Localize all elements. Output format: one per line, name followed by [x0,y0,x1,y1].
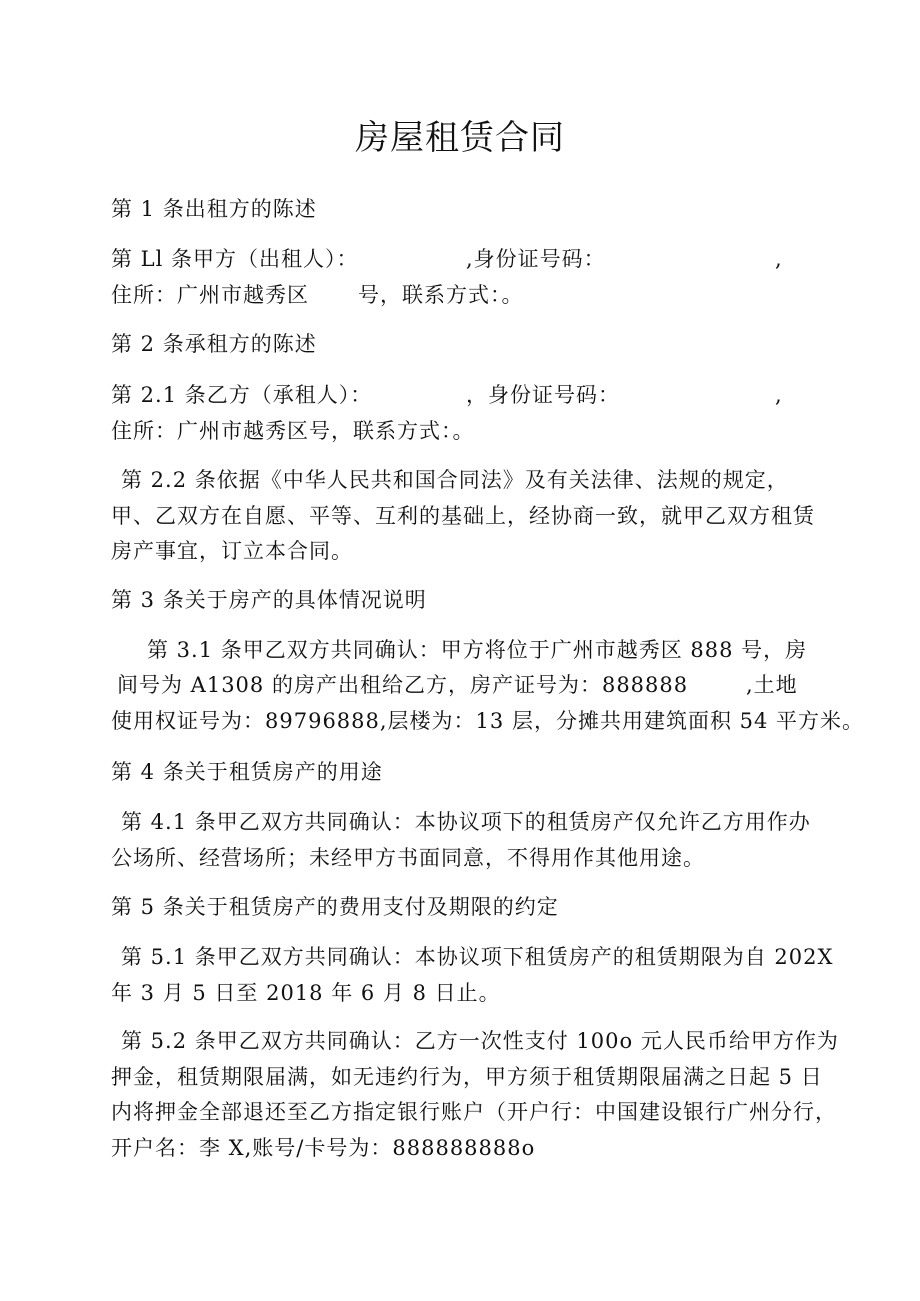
clause-5-2-line-1: 第 5.2 条甲乙双方共同确认：乙方一次性支付 100o 元人民币给甲方作为 [121,1029,839,1053]
clause-2-1-trailing-comma: , [775,383,783,407]
clause-1-1-id-label: ,身份证号码： [466,247,606,271]
clause-3-1-line-2: 间号为 A1308 的房产出租给乙方，房产证号为：888888 [117,673,689,697]
clause-5-2-line-4: 开户名：李 X,账号/卡号为：888888888o [111,1136,536,1160]
clause-1-1-contact: 号，联系方式：。 [358,283,524,307]
clause-5-2-line-2: 押金，租赁期限届满，如无违约行为，甲方须于租赁期限届满之日起 5 日 [111,1065,823,1089]
clause-2-1-id-label: ，身份证号码： [466,383,620,407]
clause-5-2-line-3: 内将押金全部退还至乙方指定银行账户（开户行：中国建设银行广州分行， [111,1100,837,1124]
clause-2-2-line-3: 房产事宜，订立本合同。 [111,539,353,563]
clause-3-1-line-1: 第 3.1 条甲乙双方共同确认：甲方将位于广州市越秀区 888 号，房 [147,638,808,662]
clause-1-1-address: 住所：广州市越秀区 [111,283,309,307]
clause-4-1-line-1: 第 4.1 条甲乙双方共同确认：本协议项下的租赁房产仅允许乙方用作办 [121,810,811,834]
clause-5-1-line-2: 年 3 月 5 日至 2018 年 6 月 8 日止。 [111,981,501,1005]
article-2-heading: 第 2 条承租方的陈述 [111,332,317,356]
article-3-heading: 第 3 条关于房产的具体情况说明 [111,588,427,612]
clause-5-1-line-1: 第 5.1 条甲乙双方共同确认：本协议项下租赁房产的租赁期限为自 202X [121,945,834,969]
clause-3-1-land-label: ,土地 [746,673,798,697]
clause-3-1-line-3: 使用权证号为：89796888,层楼为：13 层，分摊共用建筑面积 54 平方米。 [111,709,865,733]
article-4-heading: 第 4 条关于租赁房产的用途 [111,760,383,784]
clause-2-2-line-1: 第 2.2 条依据《中华人民共和国合同法》及有关法律、法规的规定， [121,468,789,492]
document-title: 房屋租赁合同 [355,118,565,158]
article-1-heading: 第 1 条出租方的陈述 [111,197,317,221]
clause-1-1-label: 第 Ll 条甲方（出租人）： [111,247,359,271]
article-5-heading: 第 5 条关于租赁房产的费用支付及期限的约定 [111,895,559,919]
clause-1-1-trailing-comma: , [775,247,783,271]
clause-4-1-line-2: 公场所、经营场所；未经甲方书面同意，不得用作其他用途。 [111,846,705,870]
clause-2-2-line-2: 甲、乙双方在自愿、平等、互利的基础上，经协商一致，就甲乙双方租赁 [111,504,815,528]
clause-2-1-label: 第 2.1 条乙方（承租人）： [111,383,373,407]
clause-2-1-address: 住所：广州市越秀区号，联系方式：。 [111,419,475,443]
